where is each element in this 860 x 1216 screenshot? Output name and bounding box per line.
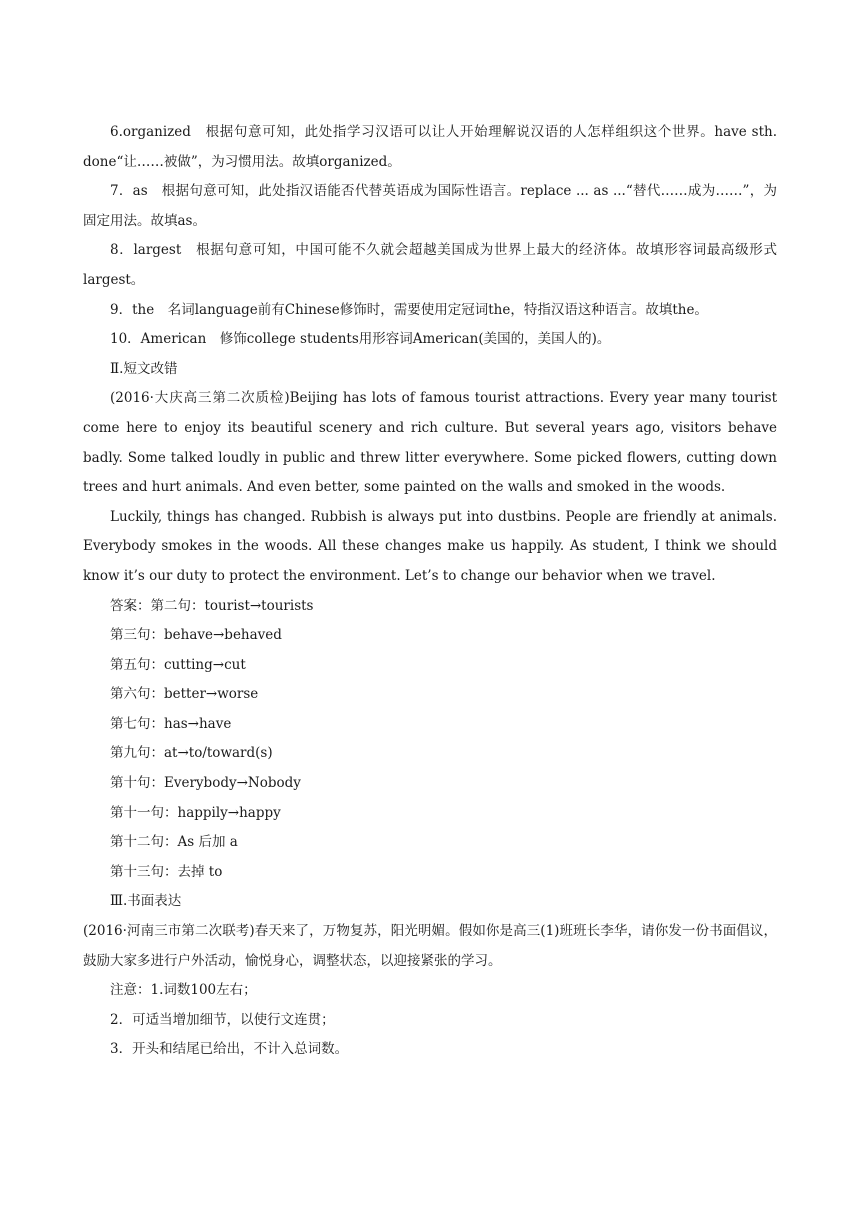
passage-paragraph-1: (2016·大庆高三第二次质检)Beijing has lots of famous tourist attractions. Every year many tourist come here to enjoy its beautiful scenery and rich culture. But several years ago, visitors behave badly. Some talked loudly in public and threw litter everywhere. Some picked flowers, cutting down trees and hurt animals. And even better, some painted on the walls and smoked in the woods. <box>83 390 777 496</box>
answer-line: 第九句：at→to/toward(s) <box>110 745 273 762</box>
answer-item-10: 10．American 修饰college students用形容词American(美国的，美国人的)。 <box>110 331 611 348</box>
answer-line: 第十一句：happily→happy <box>110 804 281 821</box>
answer-line: 第十三句：去掉 to <box>110 863 223 880</box>
answer-line: 第三句：behave→behaved <box>110 627 282 644</box>
writing-note: 2．可适当增加细节，以使行文连贯； <box>110 1011 335 1028</box>
answer-line: 第十句：Everybody→Nobody <box>110 775 301 792</box>
writing-note: 3．开头和结尾已给出，不计入总词数。 <box>110 1041 349 1058</box>
writing-prompt: (2016·河南三市第二次联考)春天来了，万物复苏，阳光明媚。假如你是高三(1)班班长李华，请你发一份书面倡议，鼓励大家多进行户外活动，愉悦身心，调整状态，以迎接紧张的学习。 <box>83 923 777 969</box>
section-heading-error-correction: Ⅱ.短文改错 <box>110 360 178 377</box>
answer-line: 答案：第二句：tourist→tourists <box>110 597 314 614</box>
answer-item-7: 7．as 根据句意可知，此处指汉语能否代替英语成为国际性语言。replace ... as ...“替代……成为……”，为固定用法。故填as。 <box>83 183 777 229</box>
answer-line: 第五句：cutting→cut <box>110 656 246 673</box>
document-page <box>83 118 777 1065</box>
answer-line: 第七句：has→have <box>110 715 232 732</box>
answer-item-6: 6.organized 根据句意可知，此处指学习汉语可以让人开始理解说汉语的人怎样组织这个世界。have sth. done“让……被做”，为习惯用法。故填organized。 <box>83 124 777 170</box>
section-heading-writing: Ⅲ.书面表达 <box>110 893 182 910</box>
writing-note: 注意：1.词数100左右； <box>110 982 257 999</box>
answer-item-8: 8．largest 根据句意可知，中国可能不久就会超越美国成为世界上最大的经济体。故填形容词最高级形式largest。 <box>83 242 777 288</box>
answer-line: 第六句：better→worse <box>110 686 259 703</box>
answer-item-9: 9．the 名词language前有Chinese修饰时，需要使用定冠词the，特指汉语这种语言。故填the。 <box>110 301 708 318</box>
passage-paragraph-2: Luckily, things has changed. Rubbish is always put into dustbins. People are friendly at animals. Everybody smokes in the woods. All these changes make us happily. As student, I think we should know it’s our duty to protect the environment. Let’s to change our behavior when we travel. <box>83 508 777 584</box>
answer-line: 第十二句：As 后加 a <box>110 834 238 851</box>
